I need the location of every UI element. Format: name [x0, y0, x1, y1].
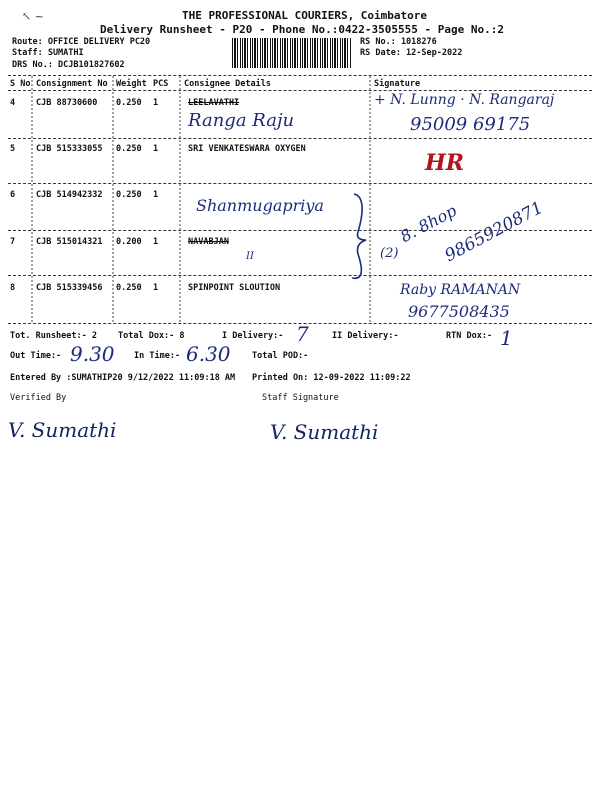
ditto-mark: II: [246, 251, 254, 262]
rs-number: RS No.: 1018276: [360, 37, 437, 47]
ii-delivery-label: II Delivery:-: [332, 331, 399, 341]
table-row-weight: 0.250: [116, 190, 142, 200]
table-row-pcs: 1: [153, 237, 159, 247]
col-consignment: Consignment No: [36, 79, 108, 89]
table-row-pcs: 1: [153, 98, 159, 108]
table-row-consignment: CJB 514942332: [36, 190, 103, 200]
handwritten-signature: HR: [425, 150, 465, 176]
verified-by-label: Verified By: [10, 393, 67, 403]
route-label: Route: OFFICE DELIVERY PC20: [12, 37, 151, 47]
drs-number: DRS No.: DCJB101827602: [12, 60, 125, 70]
company-title: THE PROFESSIONAL COURIERS, Coimbatore: [182, 9, 428, 22]
verified-signature: V. Sumathi: [8, 418, 117, 442]
out-time-label: Out Time:-: [10, 351, 62, 361]
table-row-sno: 5: [10, 144, 16, 154]
table-row-sno: 8: [10, 283, 16, 293]
col-sno: S No: [10, 79, 31, 89]
rtn-dox-label: RTN Dox:-: [446, 331, 493, 341]
staff-signature-label: Staff Signature: [262, 393, 339, 403]
table-row-consignee: SRI VENKATESWARA OXYGEN: [188, 144, 306, 154]
handwritten-consignee: Shanmugapriya: [196, 196, 324, 215]
col-consignee: Consignee Details: [184, 79, 271, 89]
table-row-consignee: NAVABJAN: [188, 237, 229, 247]
handwritten-phone: 95009 69175: [410, 114, 531, 135]
handwritten-phone: 9865920871: [441, 197, 547, 267]
staff-signature: V. Sumathi: [270, 420, 379, 444]
handwritten-signature: 8. 8hop: [397, 200, 460, 247]
i-delivery-value: 7: [296, 322, 309, 346]
table-row-pcs: 1: [153, 144, 159, 154]
i-delivery-label: I Delivery:-: [222, 331, 284, 341]
rs-date: RS Date: 12-Sep-2022: [360, 48, 463, 58]
col-pcs: PCS: [153, 79, 169, 89]
table-row-sno: 4: [10, 98, 16, 108]
table-row-weight: 0.200: [116, 237, 142, 247]
table-row-sno: 6: [10, 190, 16, 200]
handwritten-phone: 9677508435: [408, 302, 510, 321]
table-row-consignee: LEELAVATHI: [188, 98, 240, 108]
in-time-value: 6.30: [186, 342, 231, 366]
handwritten-consignee: Ranga Raju: [188, 110, 295, 131]
table-row-pcs: 1: [153, 283, 159, 293]
col-weight: Weight: [116, 79, 147, 89]
printed-on: Printed On: 12-09-2022 11:09:22: [252, 373, 411, 383]
handwritten-signature: + N. Lunng · N. Rangaraj: [374, 92, 555, 108]
out-time-value: 9.30: [70, 342, 115, 366]
table-row-consignment: CJB 515333055: [36, 144, 103, 154]
handwritten-signature: Raby RAMANAN: [400, 282, 521, 298]
rtn-dox-value: 1: [500, 326, 513, 350]
total-pod-label: Total POD:-: [252, 351, 309, 361]
in-time-label: In Time:-: [134, 351, 181, 361]
runsheet-line: Delivery Runsheet - P20 - Phone No.:0422-3505555 - Page No.:2: [100, 23, 504, 36]
entered-by: Entered By :SUMATHIP20 9/12/2022 11:09:18 AM: [10, 373, 236, 383]
table-row-consignment: CJB 88730600: [36, 98, 98, 108]
corner-mark: ↖ ~: [22, 10, 44, 23]
table-row-consignment: CJB 515014321: [36, 237, 103, 247]
tot-runsheet: Tot. Runsheet:- 2: [10, 331, 97, 341]
staff-label: Staff: SUMATHI: [12, 48, 84, 58]
table-row-pcs: 1: [153, 190, 159, 200]
total-dox: Total Dox:- 8: [118, 331, 185, 341]
table-row-consignment: CJB 515339456: [36, 283, 103, 293]
col-signature: Signature: [374, 79, 421, 89]
table-row-sno: 7: [10, 237, 16, 247]
table-row-weight: 0.250: [116, 283, 142, 293]
curly-brace-mark: [348, 192, 372, 282]
table-row-weight: 0.250: [116, 98, 142, 108]
table-row-consignee: SPINPOINT SLOUTION: [188, 283, 281, 293]
table-row-weight: 0.250: [116, 144, 142, 154]
handwritten-signature: (2): [380, 246, 399, 261]
